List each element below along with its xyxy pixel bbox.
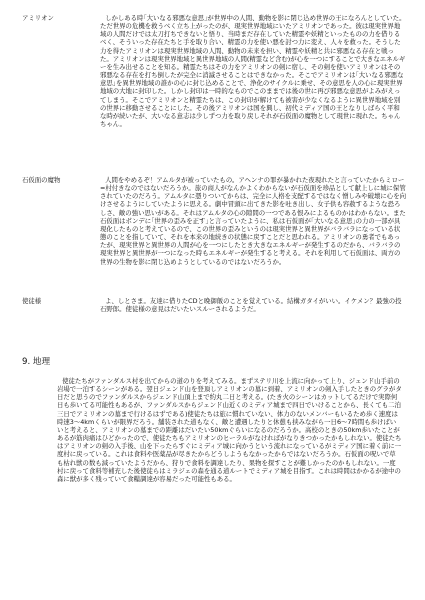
glossary-description: よ、しとさま。友達に借りたCDと晩御飯のことを覚えている。結構ガタイがいい。イケメン？最強の投石野郎。使徒様の意見はだいたいスルーされるようだ。 — [100, 297, 402, 314]
section-paragraph: 使徒たちがファンダルス村を出てからの道のりを考えてみる。まずステリ川を上流に向かって上り、ジェンド山手前の岩場で一泊するシーンがある。翌日ジェンド山を登頂しアミリオンの墓に到着、アミリオンの剣入手したときのグラがタ日だと思うのでファンダルスからジェンド山頂上まで約丸二日と考える。(たき火のシーンはカットしてるだけで実際何日も歩いてる可能性もあるが、ファンダルスからジェンド山近くのミディア城まで四日でいけることから、長くても二泊三日でアミリオンの墓まで行けるはずである)使徒たちは旅に慣れていない、体力のないメンバーもいるため歩く速度は時速3〜4kmくらいが限界だろう。舗装された道もなく、敵と遭遇したりと休憩も挟みながら一日6〜7時間も歩けばいいと考えると、アミリオンの墓までの距離はだいたい50kmぐらいになるのだろうか。高校のときの50km歩いたことがあるが筋肉痛はひどかったので、使徒たちもアミリオンのヒーラルがなければがなりきつかったかもしれない。使徒たちはアミリオンの剣の入手後、山を下ったらすぐにミディア城に向かうという流れになっているがミディア国に着く前に一度村に戻っている。これは食料や医薬品が尽きたからどうしようもなかったからではないだろうか。石仮面の呪いで草も枯れ獣の数も減っていたようだから、狩りで食料を調達したり、果物を探すことが難しかったのかもしれない。一度村に戻って食料等補充した後使徒らはミラジェの森を通る道ルートでミディア城を目指す。これは時間はかかるが途中の森に獣が多く残っていて食糧調達が容易だった可能性もある。 — [57, 377, 402, 483]
glossary-term: 使徒様 — [22, 297, 42, 305]
section-heading: 9. 地理 — [22, 357, 51, 367]
glossary-term: アミリオン — [22, 14, 54, 22]
glossary-description: 人間をやめるぞ！アムルタが被っていたもの。アヘンナの罪が暴かれた夜現れたと言っていたからミロー=村付きなのではないだろうか。旅の商人がなんかよくわからないが石仮面を珍品として献上しに城に保管されていたのだろう。アムルタに憑りついてからは、完全に人格を支配するではなく憎しみや破壊に心を向けさせるようにしていたように思える。劇中冒頭に出てきた影を吐き出し、女子供も容赦するような恐ろしさ、敵の強い思いがある。それはアムルタの心の隙間の一つである恨みによるものかはわからない。また石仮面はボンデに｢世界の歪みを正す｣と言っていたように、私は石仮面が｢大いなる意思｣の力の一部が具現化したものと考えているので、この世界の歪みというのは現実世界と異世界がバラバラになっている状態のことを指していて、それを本来の地続きの状態に戻すことだと思われる。アミリオンの勇者でもあったが、現実世界と異世界の人間が心を一つにしたとき大きなエネルギーが発生するのだから、バラバラの現実世界と異世界が一つになった時もエネルギーが発生すると考える。それを利用して石仮面は、両方の世界の生物を影に閉じ込めようとしているのではないだろうか。 — [100, 176, 406, 266]
glossary-term: 石仮面の魔物 — [22, 176, 61, 184]
glossary-description: しかしある時｢大いなる邪悪な意思｣が世界中の人間、動物を影に閉じ込め世界の王になろんとしていた。ただ世界の危機を救うべく立ち上がったのが、現実世界地域にいたアミリオンであった。彼は現実世界地域の人間だけでは太刀打ちできないと悟り、当時まだ存在していた精霊や妖精といったものの力を借りるべく、そういった存在たちと手を取り合い、精霊の力を使い悪を討つ力に変え、人々を救った。そうした力を得たアミリオンは現実世界地域の人間、動物の未来を担い、精霊や妖精と共に邪悪なる存在と戦った。アミリオンは現実世界地域と異世界地域の人間(精霊など含む)が心を一つにすることで大きなエネルギーを生み出せることを知る。精霊たちはその力をアミリオンの剣に宿し、その剣を使いアミリオンはその邪悪なる存在を打ち倒したが完全に消滅させることはできなかった。そこでアミリオンは｢大いなる邪悪な意思｣を異世界地域の誰かの心に封じ込めることで、浄化のサイクルに乗せ、その意思を人の心に現実世界地域の大地に封印した。しかし封印は一時的なものでこのままでは後の世に再び邪悪な意思がよみがえってしまう。そこでアミリオンと精霊たちは、この封印が解けても被害が少なくなるように異世界地域を別の世界に移動させることにした。その後アミリオンは国を興し、初代ミディア国の王となりしばらく平和な時が続いたが、大いなる意志は少しずつ力を取り戻しそれが石仮面の魔物として現世に現れた。ちゃんちゃん。 — [100, 14, 406, 129]
